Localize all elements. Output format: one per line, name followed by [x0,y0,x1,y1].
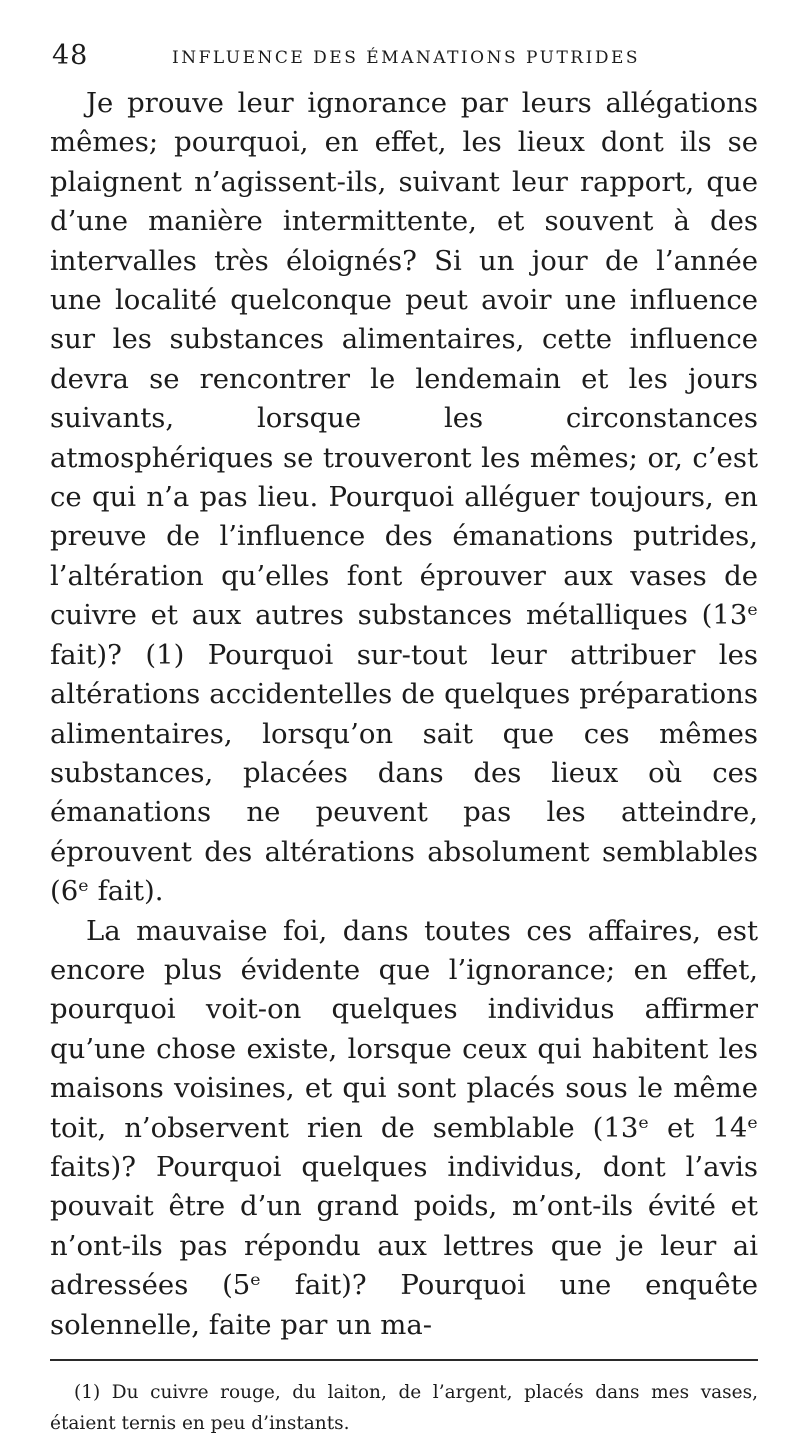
body-text [50,84,758,1345]
paragraph-mauvaise-foi: La mauvaise foi, dans toutes ces affaires, est encore plus évidente que l’ignorance; en effet, pourquoi voit-on quelques individus affirmer qu’une chose existe, lorsque ceux qui habitent les maisons voisines, et qui sont placés sous le même toit, n’observent rien de semblable (13ᵉ et 14ᵉ faits)? Pourquoi quelques individus, dont l’avis pouvait être d’un grand poids, m’ont-ils évité et n’ont-ils pas répondu aux lettres que je leur ai adressées (5ᵉ fait)? Pourquoi une enquête solennelle, faite par un ma- [50,914,758,1341]
paragraph-ignorance: Je prouve leur ignorance par leurs allégations mêmes; pourquoi, en effet, les lieux dont ils se plaignent n’agissent-ils, suivant leur rapport, que d’une manière intermittente, et souvent à des intervalles très éloignés? Si un jour de l’année une localité quelconque peut avoir une influence sur les substances alimentaires, cette influence devra se rencontrer le lendemain et les jours suivants, lorsque les circonstances atmosphériques se trouveront les mêmes; or, c’est ce qui n’a pas lieu. Pourquoi alléguer toujours, en preuve de l’influence des émanations putrides, l’altération qu’elles font éprouver aux vases de cuivre et aux autres substances métalliques (13ᵉ fait)? (1) Pourquoi sur-tout leur attribuer les altérations accidentelles de quelques préparations alimentaires, lorsqu’on sait que ces mêmes substances, placées dans des lieux où ces émanations ne peuvent pas les atteindre, éprouvent des altérations absolument semblables (6ᵉ fait). [50,87,758,908]
footnote-rule [50,1359,758,1361]
footnote: (1) Du cuivre rouge, du laiton, de l’argent, placés dans mes vases, étaient ternis en peu d’instants. [50,1382,758,1434]
page-header [50,40,758,84]
running-title: INFLUENCE DES ÉMANATIONS PUTRIDES [172,48,641,68]
page-number: 48 [52,40,89,71]
